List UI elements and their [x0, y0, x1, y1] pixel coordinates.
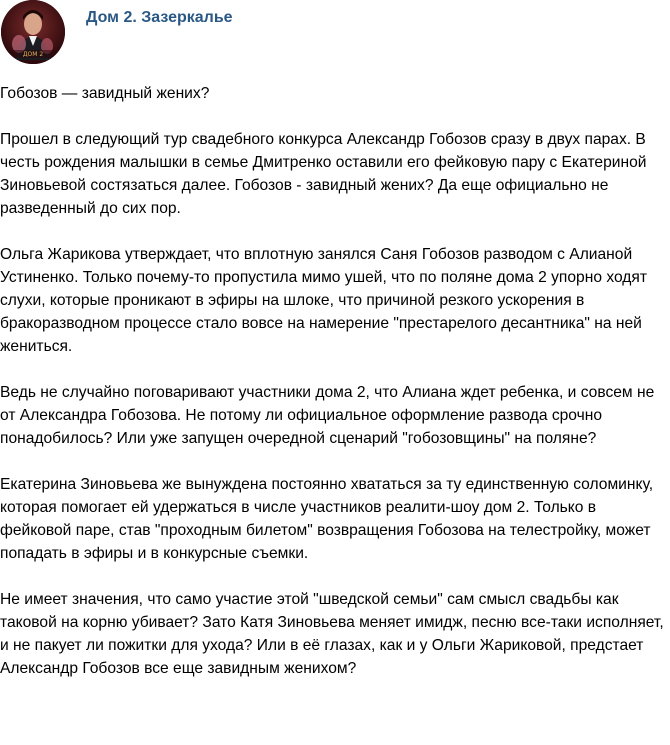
post-text: [0, 82, 668, 703]
post-paragraph: Ведь не случайно поговаривают участники дома 2, что Алиана ждет ребенка, и совсем не от Александра Гобозова. Не потому ли официальное оформление развода срочно понадобилось? Или уже запущен очередной сценарий "гобозовщины" на поляне?: [0, 384, 655, 447]
group-name-link[interactable]: Дом 2. Зазеркалье: [86, 9, 233, 26]
post-paragraph: Ольга Жарикова утверждает, что вплотную занялся Саня Гобозов разводом с Алианой Устиненко. Только почему-то пропустила мимо ушей, что по поляне дома 2 упорно ходят слухи, которые проникают в эфиры на шлоке, что причиной резкого ускорения в бракоразводном процессе стало вовсе на намерение "престарелого десантника" на ней жениться.: [0, 246, 647, 355]
post-paragraph: Не имеет значения, что само участие этой "шведской семьи" сам смысл свадьбы как таковой на корню убивает? Зато Катя Зиновьева меняет имидж, песню все-таки исполняет, и не пакует ли пожитки для ухода? Или в её глазах, как и у Ольги Жариковой, предстает Александр Гобозов все еще завидным женихом?: [0, 591, 664, 677]
post-title: Гобозов — завидный жених?: [0, 85, 210, 102]
post-paragraph: Прошел в следующий тур свадебного конкурса Александр Гобозов сразу в двух парах. В честь рождения малышки в семье Дмитренко оставили его фейковую пару с Екатериной Зиновьевой состязаться далее. Гобозов - завидный жених? Да еще официально не разведенный до сих пор.: [0, 131, 647, 217]
post-header: [0, 0, 670, 72]
post-paragraph: Екатерина Зиновьева же вынуждена постоянно хвататься за ту единственную соломинку, которая помогает ей удержаться в числе участников реалити-шоу дом 2. Только в фейковой паре, став "проходным билетом" возвращения Гобозова на телестройку, может попадать в эфиры и в конкурсные съемки.: [0, 476, 654, 562]
group-avatar-icon[interactable]: [1, 0, 65, 64]
svg-text:ДОМ 2: ДОМ 2: [22, 51, 44, 58]
